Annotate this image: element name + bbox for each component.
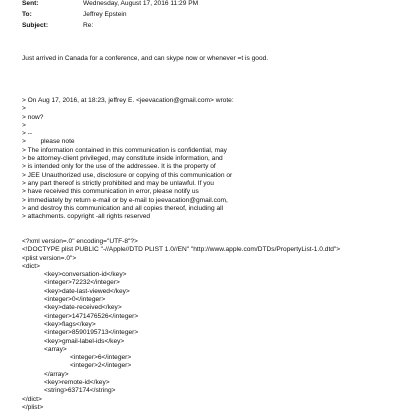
quoted-line: > attachments. copyright -all rights reserved	[22, 213, 151, 221]
xml-line: </dict>	[22, 395, 42, 403]
message-body	[22, 55, 268, 63]
xml-line: </array>	[44, 370, 69, 378]
quoted-line: > The information contained in this communication is confidential, may	[22, 146, 227, 154]
xml-line: <key>conversation-id</key>	[44, 271, 127, 279]
to-value: Jeffrey Epstein	[83, 11, 127, 18]
xml-line: <integer>0</integer>	[44, 296, 106, 304]
xml-line: <array>	[44, 345, 67, 353]
quoted-line: > On Aug 17, 2016, at 18:23, jeffrey E. <jeevacation@gmail.com> wrote:	[22, 97, 234, 104]
xml-line: <integer>1471476526</integer>	[44, 312, 139, 320]
quoted-line: > immediately by return e-mail or by e-mail to jeevacation@gmail.com,	[22, 196, 228, 204]
xml-line: <?xml version=.0" encoding="UTF-8"?>	[22, 238, 138, 245]
quoted-reply	[22, 97, 234, 221]
subject-value: Re:	[83, 22, 94, 29]
xml-line: <integer>6</integer>	[70, 354, 132, 362]
quoted-line: >	[22, 121, 26, 129]
quoted-line: > any part thereof is strictly prohibited and may be unlawful. If you	[22, 179, 214, 187]
quoted-line: > now?	[22, 113, 44, 121]
xml-line: </plist>	[22, 403, 44, 411]
xml-line: <plist version=.0">	[22, 254, 77, 262]
xml-line: <integer>8590195713</integer>	[44, 329, 139, 337]
xml-line: <key>gmail-label-ids</key>	[44, 337, 125, 345]
message-text: Just arrived in Canada for a conference, and can skype now or whenever =t is good.	[22, 55, 269, 62]
quoted-line: > --	[22, 130, 33, 138]
xml-line: <dict>	[22, 262, 40, 270]
subject-label: Subject:	[22, 22, 49, 29]
xml-line: <key>flags</key>	[44, 320, 96, 328]
xml-line: <string>637174</string>	[44, 387, 116, 395]
sent-value: Wednesday, August 17, 2016 11:29 PM	[83, 0, 199, 7]
quoted-line: > JEE Unauthorized use, disclosure or copying of this communication or	[22, 171, 233, 179]
xml-line: <key>remote-id</key>	[44, 379, 110, 387]
to-label: To:	[22, 11, 32, 18]
xml-line: <key>date-received</key>	[44, 304, 122, 312]
quoted-line: > have received this communication in error, please notify us	[22, 188, 199, 196]
plist-xml	[22, 238, 340, 412]
quoted-line: >	[22, 105, 26, 113]
xml-line: <integer>2</integer>	[70, 362, 132, 370]
xml-line: <key>date-last-viewed</key>	[44, 287, 130, 295]
quoted-line: > and destroy this communication and all copies thereof, including all	[22, 204, 224, 212]
quoted-line: > please note	[22, 138, 75, 146]
xml-line: <!DOCTYPE plist PUBLIC "-//Apple//DTD PLIST 1.0//EN" "http://www.apple.com/DTDs/PropertyList-1.0.dtd">	[22, 246, 341, 254]
sent-label: Sent:	[22, 0, 39, 7]
quoted-line: > be attorney-client privileged, may constitute inside information, and	[22, 155, 223, 163]
xml-line: <integer>72232</integer>	[44, 279, 120, 287]
quoted-line: > is intended only for the use of the addressee. It is the property of	[22, 163, 216, 171]
